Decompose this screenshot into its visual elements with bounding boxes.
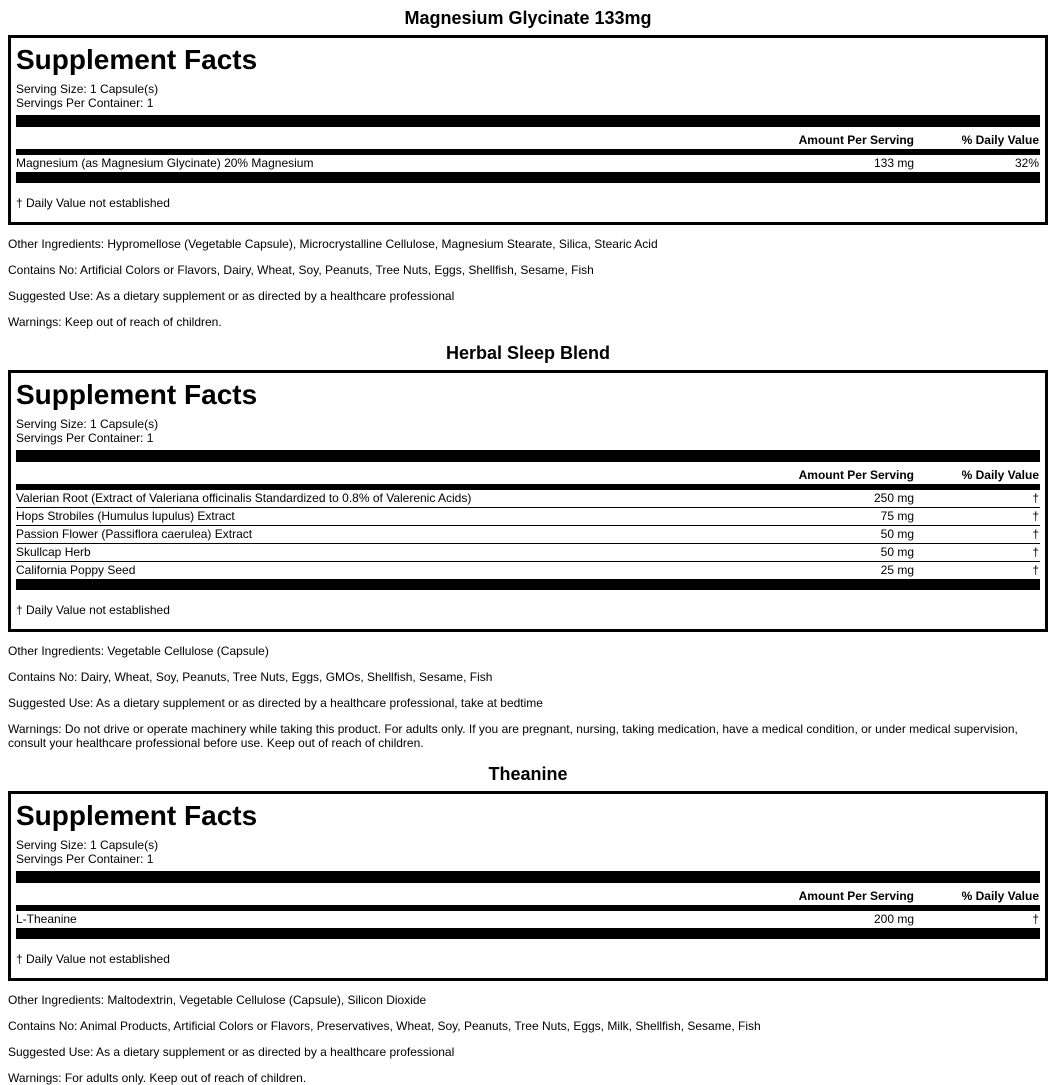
ingredient-daily-value: † (1032, 527, 1039, 541)
column-header-name (16, 133, 754, 147)
other-ingredients: Other Ingredients: Maltodextrin, Vegetable Cellulose (Capsule), Silicon Dioxide (8, 993, 427, 1007)
column-header-row (16, 883, 1040, 911)
servings-per-container: Servings Per Container: 1 (16, 852, 154, 866)
ingredient-daily-value: † (1032, 491, 1039, 505)
ingredient-daily-value: † (1032, 912, 1039, 926)
other-ingredients: Other Ingredients: Vegetable Cellulose (Capsule) (8, 644, 269, 658)
column-header-row (16, 462, 1040, 490)
ingredient-name: L-Theanine (16, 912, 77, 926)
divider-bar (16, 172, 1040, 183)
ingredient-amount: 25 mg (880, 563, 914, 577)
column-header-name (16, 468, 754, 482)
ingredient-name: Passion Flower (Passiflora caerulea) Extract (16, 527, 253, 541)
warnings: Warnings: Keep out of reach of children. (8, 315, 222, 329)
column-header-daily-value: % Daily Value (961, 889, 1039, 903)
suggested-use: Suggested Use: As a dietary supplement or as directed by a healthcare professional (8, 289, 455, 303)
ingredient-amount: 75 mg (880, 509, 914, 523)
ingredient-row (16, 562, 1040, 579)
ingredient-daily-value: † (1032, 563, 1039, 577)
product-title: Herbal Sleep Blend (445, 343, 611, 363)
daily-value-footnote: † Daily Value not established (16, 952, 170, 966)
ingredient-name: California Poppy Seed (16, 563, 136, 577)
supplement-facts-panel (8, 35, 1048, 225)
product-section-theanine (0, 750, 1056, 1085)
column-header-amount: Amount Per Serving (798, 468, 914, 482)
ingredient-name: Hops Strobiles (Humulus lupulus) Extract (16, 509, 235, 523)
column-header-row (16, 127, 1040, 155)
divider-bar (16, 928, 1040, 939)
column-header-name (16, 889, 754, 903)
warnings: Warnings: Do not drive or operate machinery while taking this product. For adults only. If you are pregnant, nursing, taking medication, have a medical condition, or under medical supervision, consult your healthcare professional before use. Keep out of reach of children. (8, 722, 1018, 750)
product-title: Theanine (488, 764, 568, 784)
other-ingredients: Other Ingredients: Hypromellose (Vegetable Capsule), Microcrystalline Cellulose, Magnesium Stearate, Silica, Stearic Acid (8, 237, 658, 251)
contains-no: Contains No: Artificial Colors or Flavors, Dairy, Wheat, Soy, Peanuts, Tree Nuts, Eggs, Shellfish, Sesame, Fish (8, 263, 594, 277)
suggested-use: Suggested Use: As a dietary supplement or as directed by a healthcare professional, take at bedtime (8, 696, 543, 710)
supplement-facts-panel (8, 370, 1048, 632)
ingredient-daily-value: 32% (1014, 156, 1039, 170)
ingredient-amount: 250 mg (873, 491, 914, 505)
daily-value-footnote: † Daily Value not established (16, 196, 170, 210)
ingredient-row (16, 911, 1040, 928)
ingredient-row (16, 508, 1040, 526)
warnings: Warnings: For adults only. Keep out of reach of children. (8, 1071, 307, 1085)
ingredient-name: Valerian Root (Extract of Valeriana officinalis Standardized to 0.8% of Valerenic Acids) (16, 491, 472, 505)
facts-heading: Supplement Facts (16, 800, 258, 831)
servings-per-container: Servings Per Container: 1 (16, 96, 154, 110)
product-section-herbal-sleep (0, 329, 1056, 750)
divider-bar (16, 579, 1040, 590)
ingredient-amount: 50 mg (880, 527, 914, 541)
column-header-daily-value: % Daily Value (961, 133, 1039, 147)
daily-value-footnote: † Daily Value not established (16, 603, 170, 617)
ingredient-amount: 200 mg (873, 912, 914, 926)
ingredient-row (16, 544, 1040, 562)
serving-size: Serving Size: 1 Capsule(s) (16, 82, 159, 96)
product-section-magnesium (0, 0, 1056, 329)
facts-heading: Supplement Facts (16, 44, 258, 75)
ingredient-row (16, 155, 1040, 172)
column-header-daily-value: % Daily Value (961, 468, 1039, 482)
ingredient-name: Magnesium (as Magnesium Glycinate) 20% Magnesium (16, 156, 314, 170)
ingredient-row (16, 490, 1040, 508)
ingredient-daily-value: † (1032, 509, 1039, 523)
divider-bar (16, 871, 1040, 883)
ingredient-name: Skullcap Herb (16, 545, 91, 559)
divider-bar (16, 115, 1040, 127)
ingredient-amount: 50 mg (880, 545, 914, 559)
serving-size: Serving Size: 1 Capsule(s) (16, 417, 159, 431)
contains-no: Contains No: Animal Products, Artificial Colors or Flavors, Preservatives, Wheat, Soy, Peanuts, Tree Nuts, Eggs, Milk, Shellfish, Sesame, Fish (8, 1019, 761, 1033)
serving-size: Serving Size: 1 Capsule(s) (16, 838, 159, 852)
product-title: Magnesium Glycinate 133mg (404, 8, 652, 28)
column-header-amount: Amount Per Serving (798, 133, 914, 147)
ingredient-row (16, 526, 1040, 544)
suggested-use: Suggested Use: As a dietary supplement or as directed by a healthcare professional (8, 1045, 455, 1059)
ingredient-amount: 133 mg (873, 156, 914, 170)
column-header-amount: Amount Per Serving (798, 889, 914, 903)
contains-no: Contains No: Dairy, Wheat, Soy, Peanuts, Tree Nuts, Eggs, GMOs, Shellfish, Sesame, Fish (8, 670, 493, 684)
ingredient-daily-value: † (1032, 545, 1039, 559)
servings-per-container: Servings Per Container: 1 (16, 431, 154, 445)
supplement-facts-panel (8, 791, 1048, 981)
divider-bar (16, 450, 1040, 462)
facts-heading: Supplement Facts (16, 379, 258, 410)
